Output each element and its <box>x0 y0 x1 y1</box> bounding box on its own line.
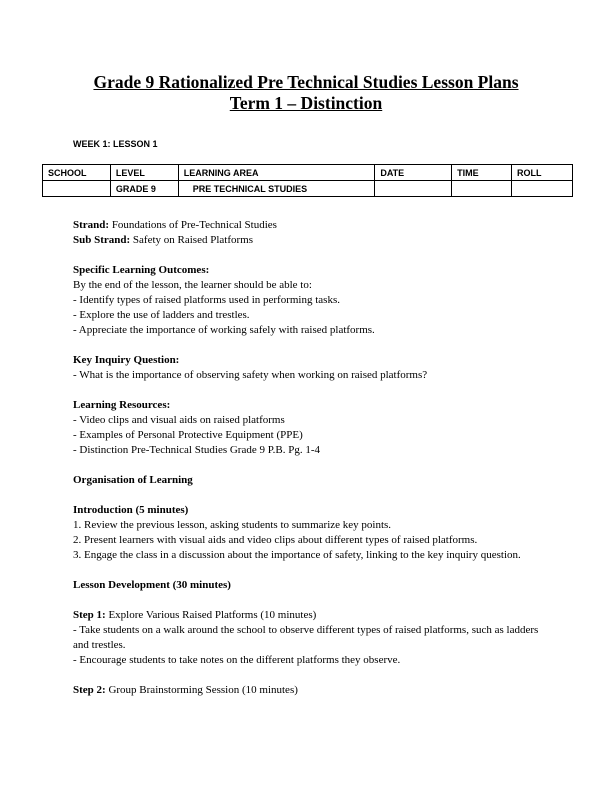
sub-strand-label: Sub Strand: <box>73 234 131 246</box>
title-line-2: Term 1 – Distinction <box>229 93 383 113</box>
lesson-info-table <box>42 164 573 197</box>
outcomes-intro: By the end of the lesson, the learner should be able to: <box>73 279 312 291</box>
strand-section <box>73 218 553 248</box>
resources-heading: Learning Resources: <box>73 399 171 411</box>
list-item: - Distinction Pre-Technical Studies Grade 9 P.B. Pg. 1-4 <box>73 444 321 456</box>
table-header-row <box>43 165 573 181</box>
list-item: - Encourage students to take notes on the different platforms they observe. <box>73 654 401 666</box>
step1-label: Step 1: <box>73 609 106 621</box>
list-item: 2. Present learners with visual aids and video clips about different types of raised platforms. <box>73 534 478 546</box>
list-item: - Video clips and visual aids on raised platforms <box>73 414 285 426</box>
cell-roll <box>512 181 573 197</box>
inquiry-heading: Key Inquiry Question: <box>73 354 180 366</box>
list-item: - What is the importance of observing safety when working on raised platforms? <box>73 369 428 381</box>
introduction-section <box>73 503 553 563</box>
cell-level: GRADE 9 <box>110 181 178 197</box>
list-item: - Identify types of raised platforms used in performing tasks. <box>73 294 340 306</box>
table-row <box>43 181 573 197</box>
list-item: - Take students on a walk around the school to observe different types of raised platforms, such as ladders and trestles. <box>73 624 539 651</box>
lesson-body <box>73 218 553 713</box>
development-heading: Lesson Development (30 minutes) <box>73 579 231 591</box>
header-school: SCHOOL <box>43 165 111 181</box>
header-level: LEVEL <box>110 165 178 181</box>
resources-section <box>73 398 553 458</box>
introduction-heading: Introduction (5 minutes) <box>73 504 189 516</box>
organisation-heading: Organisation of Learning <box>73 474 193 486</box>
inquiry-section <box>73 353 553 383</box>
cell-learning-area: PRE TECHNICAL STUDIES <box>178 181 375 197</box>
step2-label: Step 2: <box>73 684 106 696</box>
list-item: - Appreciate the importance of working safely with raised platforms. <box>73 324 375 336</box>
sub-strand-value: Safety on Raised Platforms <box>132 234 253 246</box>
strand-value: Foundations of Pre-Technical Studies <box>111 219 277 231</box>
list-item: 3. Engage the class in a discussion about the importance of safety, linking to the key inquiry question. <box>73 549 521 561</box>
outcomes-section <box>73 263 553 338</box>
header-date: DATE <box>375 165 452 181</box>
step2-section <box>73 683 553 698</box>
cell-date <box>375 181 452 197</box>
header-roll: ROLL <box>512 165 573 181</box>
header-learning-area: LEARNING AREA <box>178 165 375 181</box>
list-item: - Explore the use of ladders and trestles. <box>73 309 250 321</box>
week-label: WEEK 1: LESSON 1 <box>73 139 158 149</box>
step1-section <box>73 608 553 668</box>
cell-time <box>452 181 512 197</box>
step2-value: Group Brainstorming Session (10 minutes) <box>108 684 298 696</box>
list-item: 1. Review the previous lesson, asking students to summarize key points. <box>73 519 392 531</box>
cell-school <box>43 181 111 197</box>
title-line-1: Grade 9 Rationalized Pre Technical Studies Lesson Plans <box>93 72 519 92</box>
list-item: - Examples of Personal Protective Equipment (PPE) <box>73 429 303 441</box>
step1-value: Explore Various Raised Platforms (10 minutes) <box>108 609 317 621</box>
outcomes-heading: Specific Learning Outcomes: <box>73 264 210 276</box>
header-time: TIME <box>452 165 512 181</box>
strand-label: Strand: <box>73 219 110 231</box>
